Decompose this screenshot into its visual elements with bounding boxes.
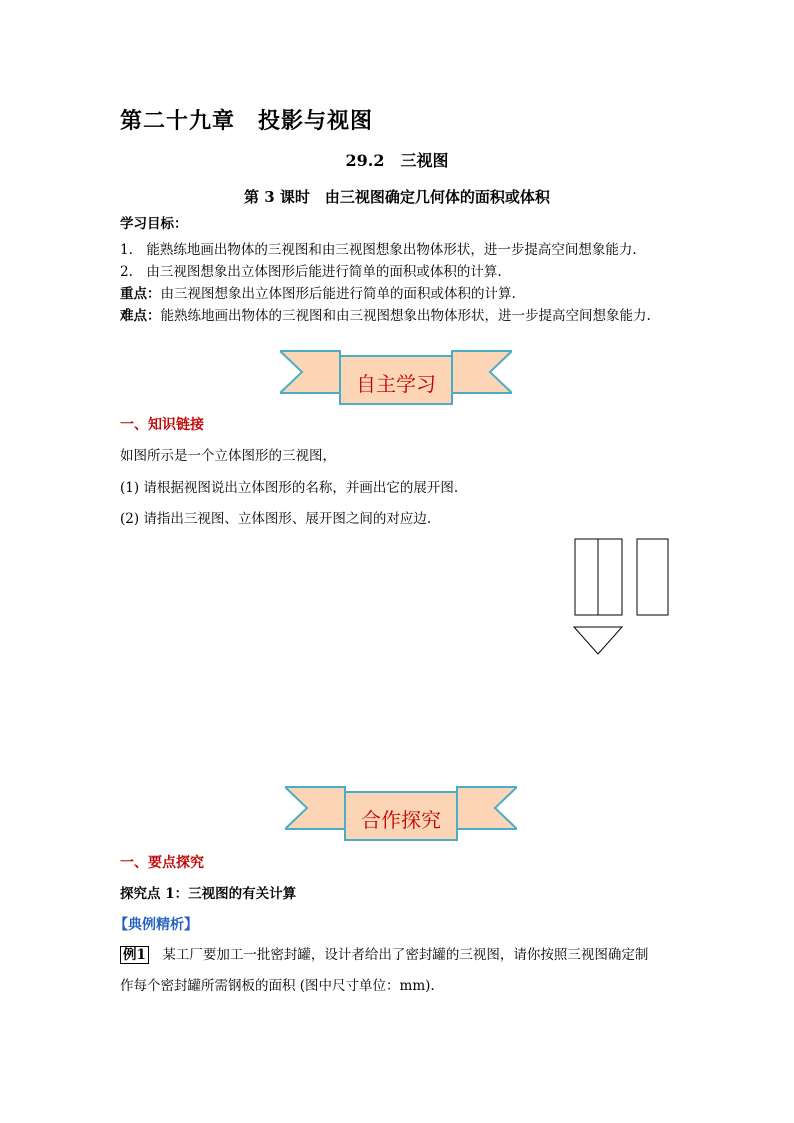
banner-self-study (280, 348, 512, 406)
top-view (574, 627, 622, 654)
chapter-title: 第二十九章 投影与视图 (120, 108, 374, 134)
question-1: (1) 请根据视图说出立体图形的名称，并画出它的展开图. (120, 480, 459, 496)
three-view-figure (570, 536, 674, 658)
example-text-1: 某工厂要加工一批密封罐，设计者给出了密封罐的三视图，请你按照三视图确定制 (148, 947, 649, 963)
section-title: 29.2 三视图 (345, 151, 449, 170)
objective-item: 1. 能熟练地画出物体的三视图和由三视图想象出物体形状，进一步提高空间想象能力. (120, 242, 637, 258)
intro-text: 如图所示是一个立体图形的三视图， (120, 448, 336, 464)
side-view (637, 539, 668, 615)
banner-cooperative-explore-label: 合作探究 (361, 808, 441, 832)
knowledge-link-heading: 一、知识链接 (120, 417, 204, 433)
banner-self-study-label: 自主学习 (356, 372, 436, 396)
key-point (120, 284, 516, 304)
banner-cooperative-explore (285, 784, 517, 842)
example-label: 例1 (120, 946, 149, 964)
difficulty-label: 难点： (120, 308, 161, 324)
difficulty-text: 能熟练地画出物体的三视图和由三视图想象出物体形状，进一步提高空间想象能力. (160, 308, 651, 324)
key-text: 由三视图想象出立体图形后能进行简单的面积或体积的计算. (160, 286, 516, 302)
difficulty-point (120, 306, 651, 326)
example-line-1 (120, 945, 648, 965)
question-2: (2) 请指出三视图、立体图形、展开图之间的对应边. (120, 511, 432, 527)
example-tag: 【典例精析】 (114, 917, 198, 933)
explore-point-title: 探究点 1：三视图的有关计算 (120, 886, 297, 902)
lesson-title: 第 3 课时 由三视图确定几何体的面积或体积 (244, 188, 550, 206)
objectives-heading: 学习目标： (120, 216, 188, 232)
objective-item: 2. 由三视图想象出立体图形后能进行简单的面积或体积的计算. (120, 264, 502, 280)
key-label: 重点： (120, 286, 161, 302)
key-explore-heading: 一、要点探究 (120, 855, 204, 871)
example-line-2: 作每个密封罐所需钢板的面积 (图中尺寸单位：mm). (120, 978, 435, 994)
